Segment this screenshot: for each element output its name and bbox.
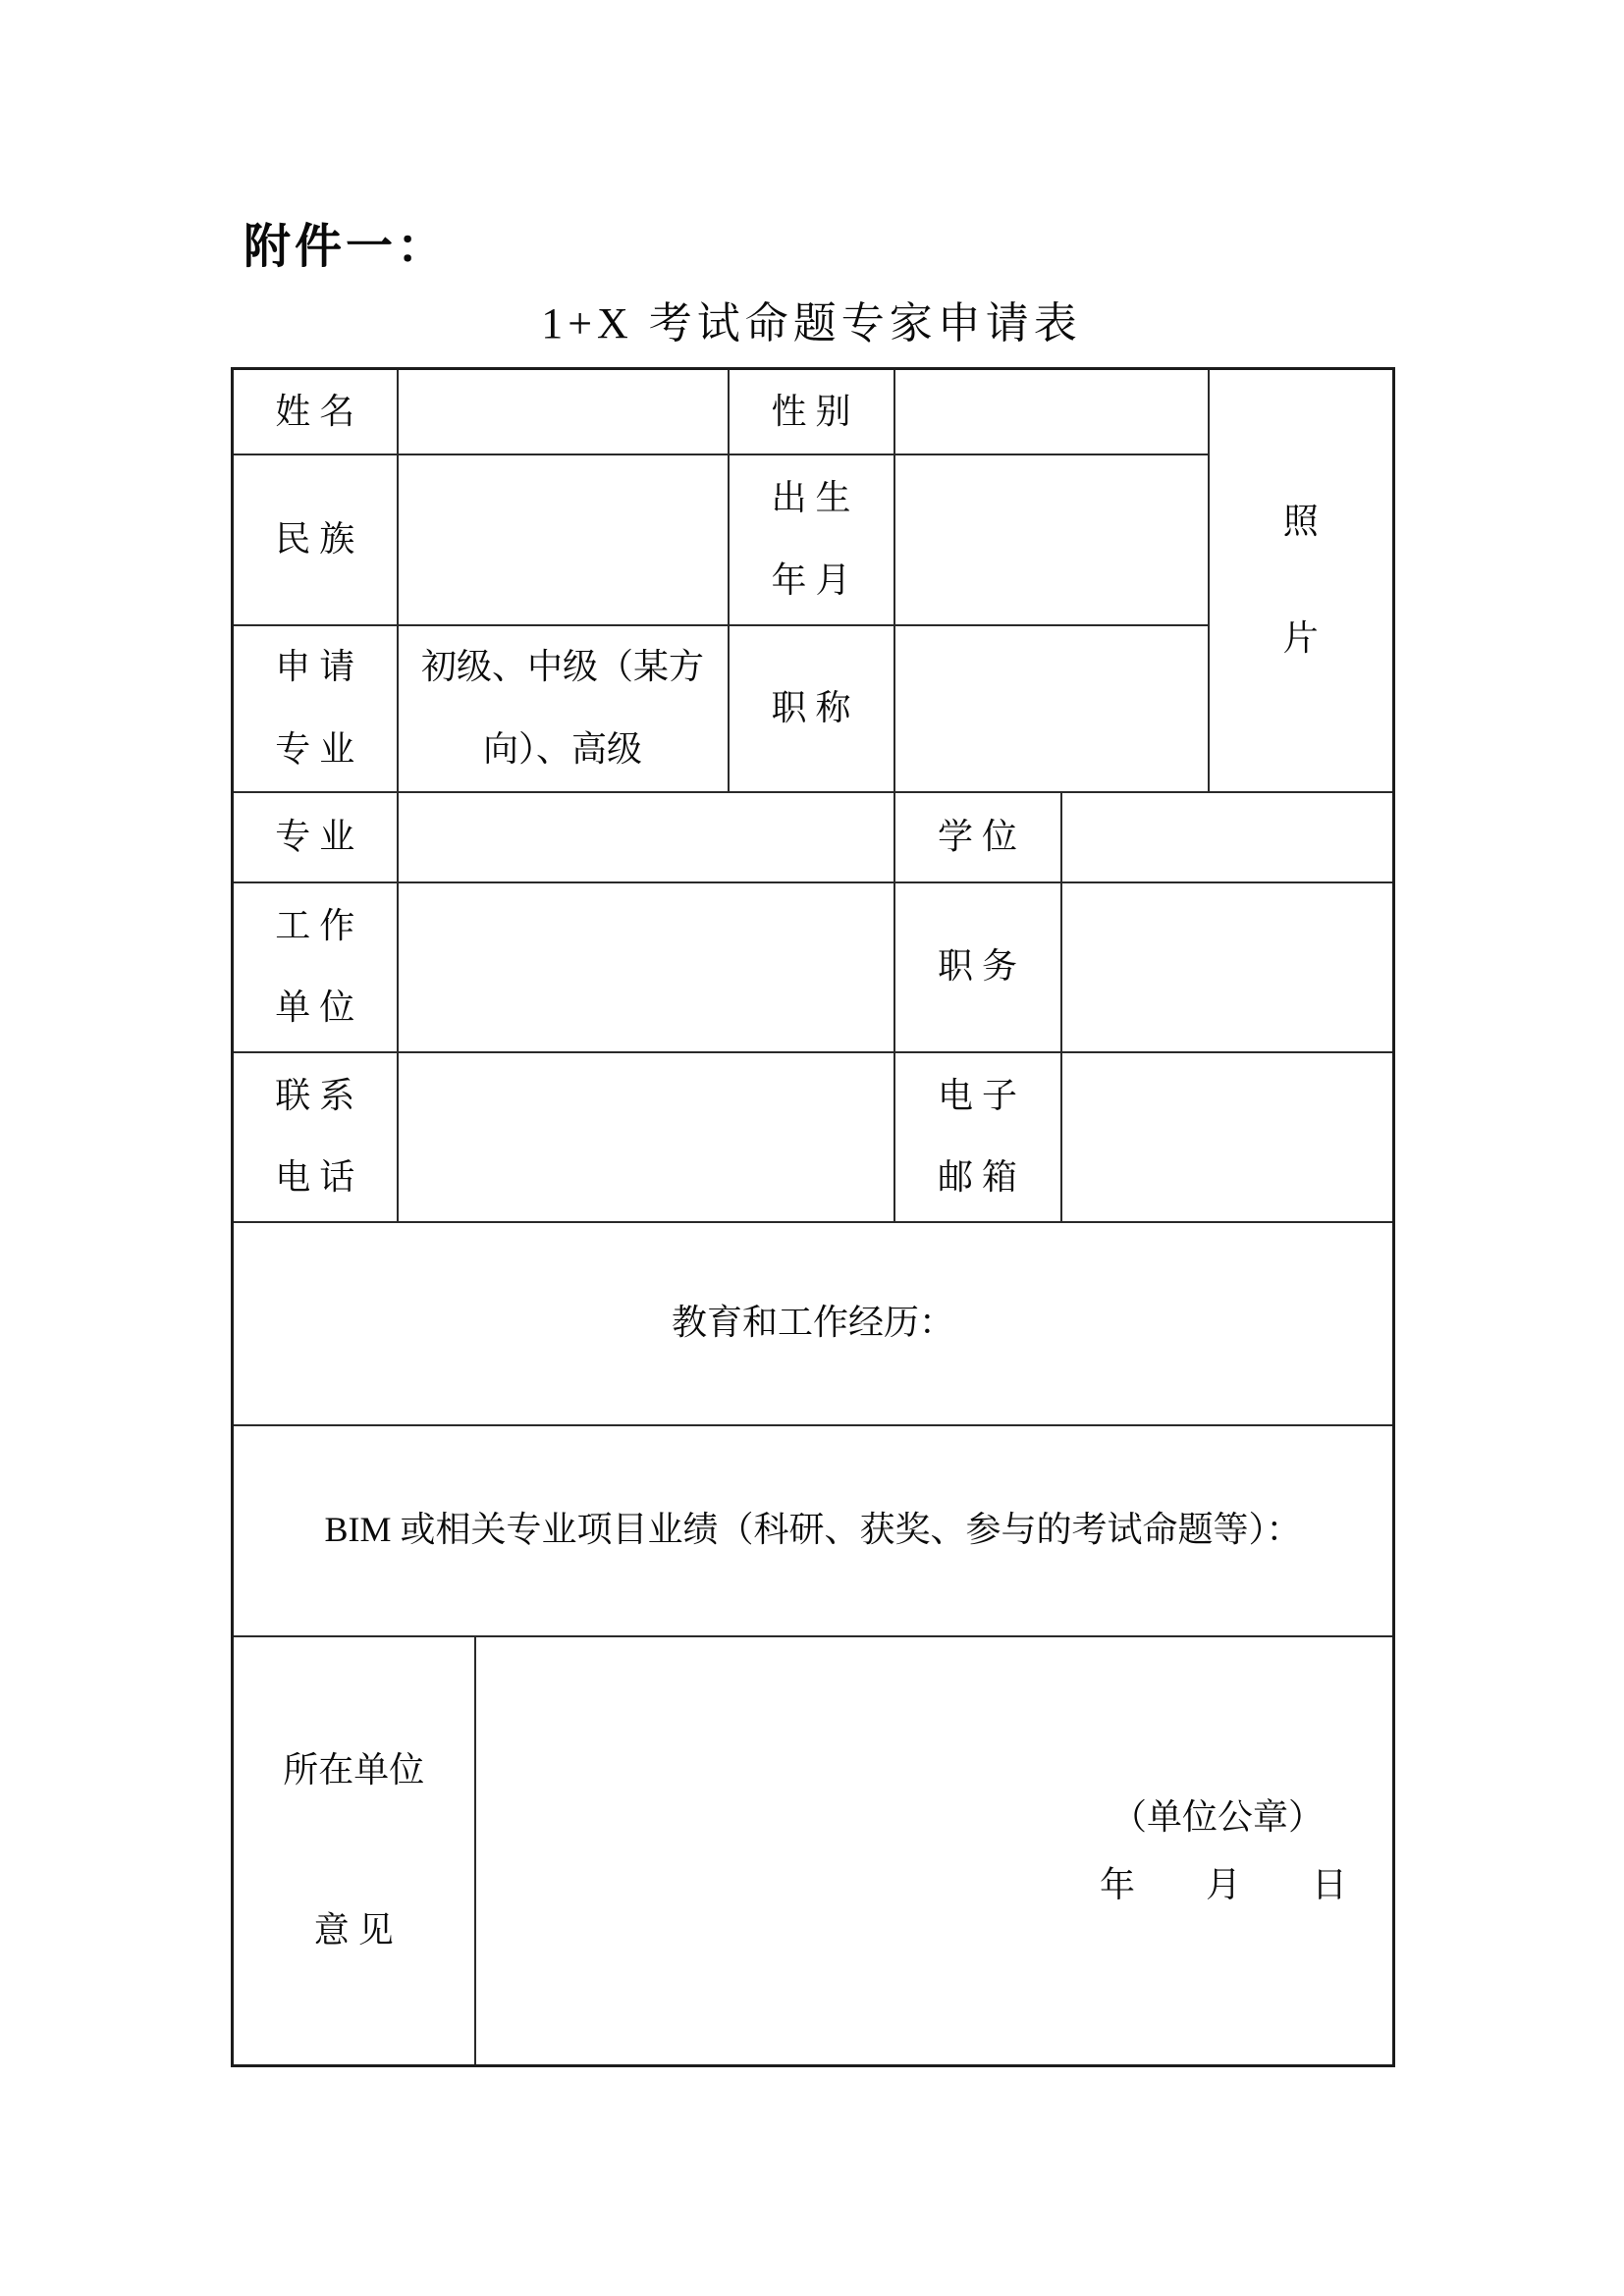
- employer-label-cell: [233, 882, 398, 1052]
- phone-label-cell: [233, 1052, 398, 1222]
- education-experience-label: 教育和工作经历：: [671, 1303, 954, 1343]
- table-row: [233, 882, 1394, 1052]
- major-label-cell: [233, 792, 398, 882]
- page-title: 1+X 考试命题专家申请表: [541, 299, 1082, 347]
- email-label: [895, 1075, 1060, 1199]
- employer-value-cell[interactable]: [398, 882, 894, 1052]
- position-label: 职 务: [937, 946, 1017, 987]
- applied-specialty-options-line1: 初级、中级（某方: [420, 647, 704, 687]
- name-value-cell[interactable]: [398, 369, 729, 454]
- email-label-line1: 电 子: [937, 1075, 1017, 1115]
- photo-label-line1: 照: [1282, 502, 1319, 542]
- birthdate-value-cell[interactable]: [894, 454, 1209, 625]
- applied-specialty-label: [234, 646, 397, 770]
- date-year-label: 年: [1099, 1865, 1135, 1905]
- signature-date-line: [476, 1864, 1393, 1906]
- birthdate-label-cell: [729, 454, 894, 625]
- employer-label-line1: 工 作: [275, 905, 355, 945]
- unit-opinion-content-cell[interactable]: [475, 1636, 1394, 2066]
- gender-label: 性 别: [771, 391, 851, 431]
- applied-specialty-options: [399, 646, 728, 770]
- table-row: [233, 1052, 1394, 1222]
- professional-title-label: 职 称: [771, 687, 851, 727]
- applied-specialty-options-line2: 向）、高级: [482, 728, 642, 769]
- table-row: [233, 792, 1394, 882]
- bim-achievements-label: BIM 或相关专业项目业绩（科研、获奖、参与的考试命题等）：: [324, 1510, 1302, 1550]
- applied-specialty-label-cell: [233, 625, 398, 792]
- application-table: [231, 367, 1395, 2067]
- birthdate-label-line2: 年 月: [771, 560, 851, 600]
- table-row: [233, 1222, 1394, 1425]
- employer-label: [234, 905, 397, 1029]
- education-experience-section-cell[interactable]: [233, 1222, 1394, 1425]
- name-label: 姓 名: [275, 391, 355, 431]
- major-label: 专 业: [275, 816, 355, 856]
- photo-placeholder: [1210, 501, 1393, 660]
- applied-specialty-label-line2: 专 业: [275, 728, 355, 769]
- unit-opinion-label: [234, 1749, 474, 1951]
- table-row: [233, 369, 1394, 454]
- phone-label-line1: 联 系: [275, 1075, 355, 1115]
- professional-title-value-cell[interactable]: [894, 625, 1209, 792]
- birthdate-label: [730, 477, 893, 601]
- position-label-cell: [894, 882, 1061, 1052]
- table-row: [233, 1636, 1394, 2066]
- photo-label-line2: 片: [1282, 618, 1319, 659]
- photo-cell: [1209, 369, 1394, 792]
- degree-label-cell: [894, 792, 1061, 882]
- degree-label: 学 位: [937, 816, 1017, 856]
- name-label-cell: [233, 369, 398, 454]
- gender-label-cell: [729, 369, 894, 454]
- phone-label: [234, 1075, 397, 1199]
- bim-achievements-section-cell[interactable]: [233, 1425, 1394, 1636]
- unit-opinion-label-cell: [233, 1636, 475, 2066]
- table-row: [233, 1425, 1394, 1636]
- applied-specialty-value-cell: [398, 625, 729, 792]
- birthdate-label-line1: 出 生: [771, 478, 851, 518]
- applied-specialty-label-line1: 申 请: [275, 647, 355, 687]
- major-value-cell[interactable]: [398, 792, 894, 882]
- ethnicity-value-cell[interactable]: [398, 454, 729, 625]
- ethnicity-label: 民 族: [275, 518, 355, 559]
- email-value-cell[interactable]: [1061, 1052, 1394, 1222]
- attachment-heading: 附件一：: [244, 221, 449, 273]
- date-day-label: 日: [1311, 1865, 1347, 1905]
- professional-title-label-cell: [729, 625, 894, 792]
- ethnicity-label-cell: [233, 454, 398, 625]
- employer-label-line2: 单 位: [275, 988, 355, 1027]
- phone-label-line2: 电 话: [275, 1157, 355, 1197]
- unit-opinion-label-line2: 意 见: [313, 1910, 394, 1950]
- degree-value-cell[interactable]: [1061, 792, 1394, 882]
- position-value-cell[interactable]: [1061, 882, 1394, 1052]
- date-month-label: 月: [1205, 1865, 1241, 1905]
- email-label-line2: 邮 箱: [937, 1157, 1017, 1197]
- unit-opinion-label-line1: 所在单位: [283, 1750, 425, 1790]
- email-label-cell: [894, 1052, 1061, 1222]
- unit-opinion-content: [476, 1637, 1393, 2063]
- gender-value-cell[interactable]: [894, 369, 1209, 454]
- unit-seal-note: （单位公章）: [1110, 1797, 1324, 1838]
- phone-value-cell[interactable]: [398, 1052, 894, 1222]
